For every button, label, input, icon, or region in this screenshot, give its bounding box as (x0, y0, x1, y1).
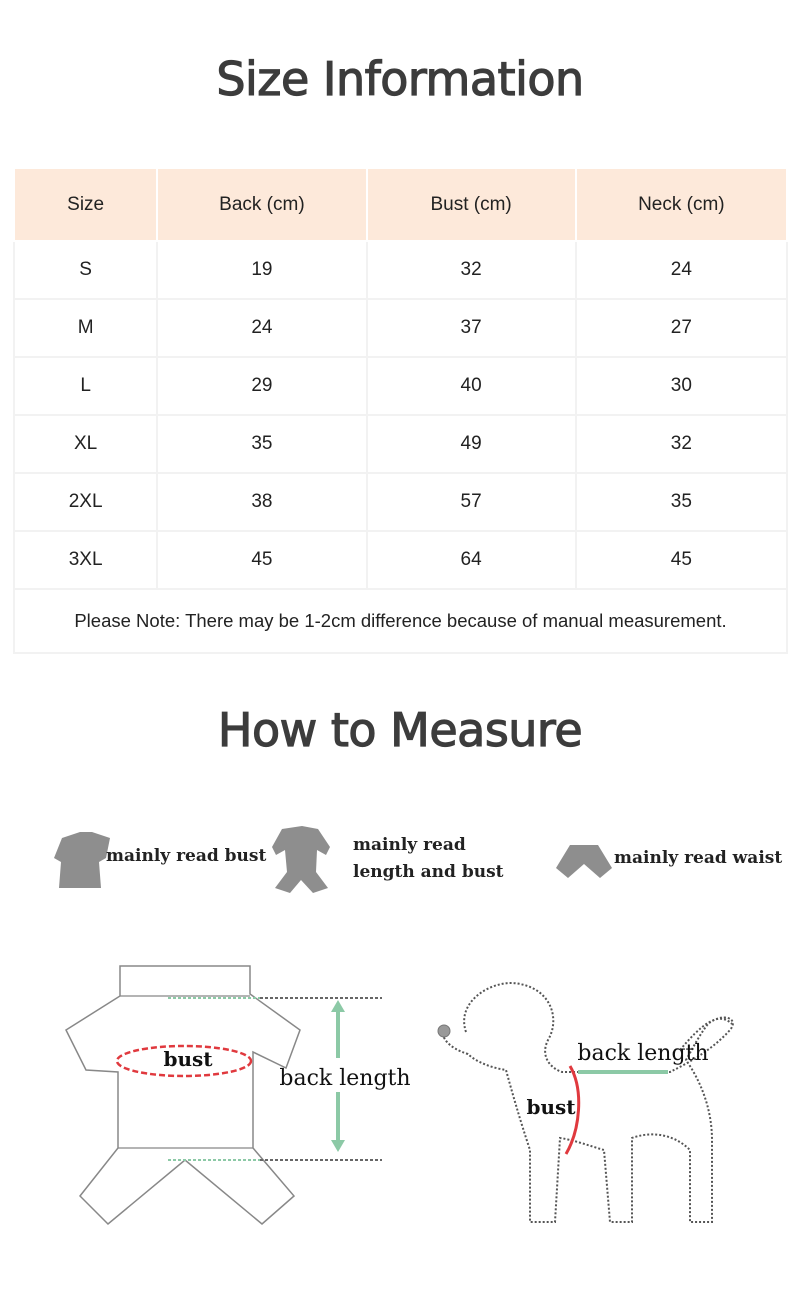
arrow-head-up (331, 1000, 345, 1012)
dog-length-label: back length (577, 1041, 709, 1066)
legend-line: mainly read bust (106, 846, 267, 866)
garment-length-label: back length (279, 1066, 411, 1091)
cell-back: 29 (157, 357, 366, 415)
cell-neck: 35 (576, 473, 787, 531)
dog-outline (443, 983, 733, 1222)
dog-bust-label: bust (526, 1095, 576, 1119)
cell-neck: 30 (576, 357, 787, 415)
cell-neck: 45 (576, 531, 787, 589)
how-to-measure-title: How to Measure (217, 703, 583, 757)
arrow-head-down (331, 1140, 345, 1152)
size-information-title: Size Information (216, 52, 584, 106)
cell-back: 24 (157, 299, 366, 357)
header-bust: Bust (cm) (367, 168, 576, 241)
cell-neck: 24 (576, 241, 787, 299)
dog-diagram (443, 983, 733, 1222)
legend-label-length-bust (353, 832, 504, 886)
cell-size: S (14, 241, 157, 299)
cell-size: L (14, 357, 157, 415)
garment-outline (66, 966, 300, 1224)
cell-size: M (14, 299, 157, 357)
cell-size: XL (14, 415, 157, 473)
header-back: Back (cm) (157, 168, 366, 241)
legend-label-bust (106, 843, 266, 870)
cell-bust: 37 (367, 299, 576, 357)
cell-bust: 49 (367, 415, 576, 473)
cell-neck: 27 (576, 299, 787, 357)
cell-back: 38 (157, 473, 366, 531)
cell-bust: 32 (367, 241, 576, 299)
pants-icon (556, 845, 612, 878)
legend-label-waist (614, 845, 782, 872)
header-neck: Neck (cm) (576, 168, 787, 241)
jumpsuit-icon (272, 826, 330, 893)
legend-line: mainly read waist (614, 848, 783, 868)
cell-back: 35 (157, 415, 366, 473)
header-size: Size (14, 168, 157, 241)
garment-bust-label: bust (163, 1047, 213, 1071)
cell-neck: 32 (576, 415, 787, 473)
cell-bust: 40 (367, 357, 576, 415)
cell-size: 2XL (14, 473, 157, 531)
cell-size: 3XL (14, 531, 157, 589)
cell-back: 19 (157, 241, 366, 299)
garment-diagram (66, 966, 411, 1224)
dog-nose-icon (438, 1025, 450, 1037)
legend-line: mainly read (353, 835, 466, 855)
cell-back: 45 (157, 531, 366, 589)
measurement-note: Please Note: There may be 1-2cm difference because of manual measurement. (14, 589, 787, 653)
legend-line: length and bust (353, 862, 504, 882)
cell-bust: 57 (367, 473, 576, 531)
cell-bust: 64 (367, 531, 576, 589)
shirt-icon (54, 832, 110, 888)
